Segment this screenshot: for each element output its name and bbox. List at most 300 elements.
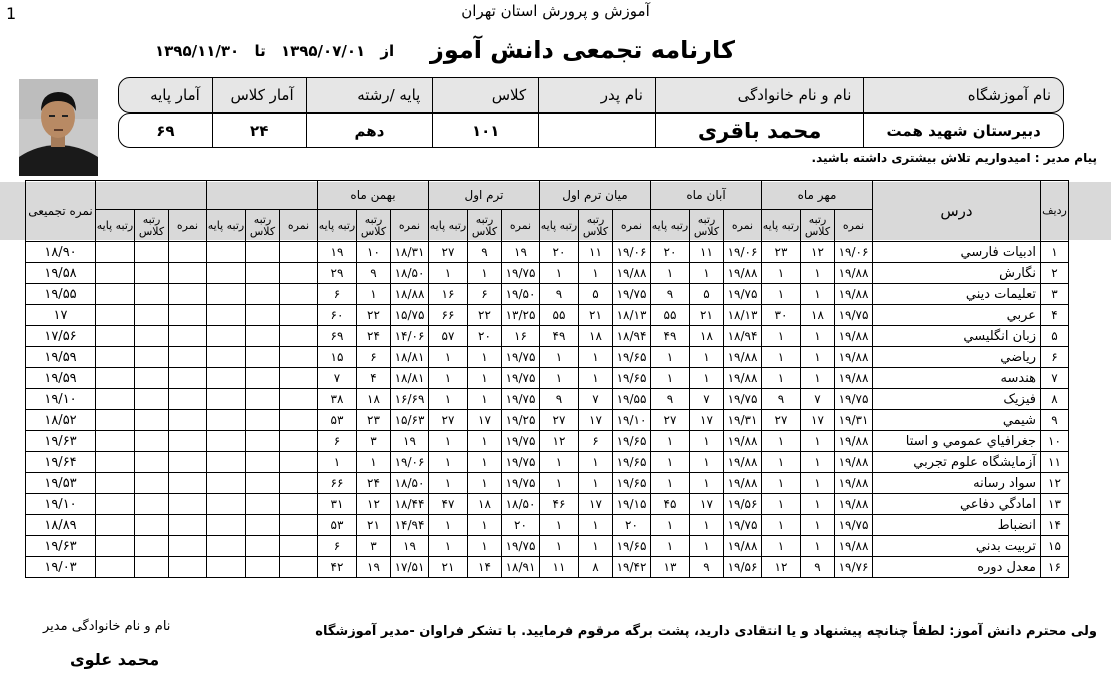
rank-cell	[246, 431, 280, 452]
rank-cell: ۱۷	[690, 494, 724, 515]
rank-cell: ۱	[762, 536, 801, 557]
table-row	[26, 515, 1069, 536]
rank-cell: ۱	[762, 368, 801, 389]
row-number: ۱۴	[1041, 515, 1069, 536]
student-name-value: محمد باقری	[655, 114, 864, 147]
rank-cell: ۲۳	[762, 242, 801, 263]
grade-cell: ۱۹/۳۱	[835, 410, 873, 431]
rank-cell	[135, 431, 169, 452]
rank-cell	[246, 557, 280, 578]
rank-cell: ۱	[651, 536, 690, 557]
grade-cell: ۱۹/۶۵	[613, 347, 651, 368]
rank-cell: ۹	[540, 389, 579, 410]
rank-cell: ۵۳	[318, 410, 357, 431]
grade-cell: ۱۹/۶۵	[613, 431, 651, 452]
rank-cell	[135, 263, 169, 284]
rank-cell: ۴	[357, 368, 391, 389]
rank-cell: ۱	[801, 515, 835, 536]
rank-cell: ۱	[579, 515, 613, 536]
row-number: ۷	[1041, 368, 1069, 389]
period-header: مهر ماه	[762, 181, 873, 210]
row-number: ۸	[1041, 389, 1069, 410]
period-header: ترم اول	[429, 181, 540, 210]
rank-cell: ۱	[801, 452, 835, 473]
grades-table-wrap	[25, 180, 1069, 578]
table-row	[26, 452, 1069, 473]
row-number: ۵	[1041, 326, 1069, 347]
sub-header: رتبه پایه	[540, 210, 579, 242]
grade-cell: ۱۸/۱۳	[724, 305, 762, 326]
rank-cell: ۱	[429, 368, 468, 389]
grade-cell	[169, 305, 207, 326]
grade-cell: ۱۹/۸۸	[835, 494, 873, 515]
grade-cell: ۱۹/۸۸	[835, 431, 873, 452]
grade-cell	[280, 473, 318, 494]
rank-cell: ۶۶	[429, 305, 468, 326]
rank-cell: ۱	[651, 515, 690, 536]
rank-cell: ۷	[801, 389, 835, 410]
grade-cell	[280, 347, 318, 368]
rank-cell: ۲۷	[429, 410, 468, 431]
rank-cell	[207, 536, 246, 557]
grade-cell: ۱۹/۸۸	[835, 263, 873, 284]
grade-cell	[169, 515, 207, 536]
rank-cell	[246, 536, 280, 557]
rank-cell: ۱	[540, 368, 579, 389]
rank-cell: ۳۰	[762, 305, 801, 326]
rank-cell	[246, 347, 280, 368]
grade-cell: ۲۰	[502, 515, 540, 536]
grade-stats-value: ۶۹	[156, 121, 175, 140]
row-number: ۲	[1041, 263, 1069, 284]
rank-cell	[96, 431, 135, 452]
rank-cell	[135, 515, 169, 536]
rank-cell: ۱	[429, 473, 468, 494]
rank-cell: ۲۳	[357, 410, 391, 431]
table-row	[26, 410, 1069, 431]
total-grade: ۱۹/۶۴	[26, 452, 96, 473]
rank-cell: ۱	[651, 263, 690, 284]
rank-cell: ۱۸	[579, 326, 613, 347]
manager-label: نام و نام خانوادگی مدیر	[43, 619, 171, 634]
rank-cell	[96, 284, 135, 305]
rank-cell: ۱۰	[357, 242, 391, 263]
sub-header: نمره	[502, 210, 540, 242]
grade-cell	[280, 515, 318, 536]
rank-cell: ۱۴	[468, 557, 502, 578]
rank-cell: ۱	[540, 263, 579, 284]
rank-cell	[207, 410, 246, 431]
rank-cell: ۱	[801, 536, 835, 557]
table-row	[26, 536, 1069, 557]
rank-cell: ۱	[357, 284, 391, 305]
grade-cell: ۱۹/۳۱	[724, 410, 762, 431]
grade-cell	[280, 431, 318, 452]
grade-cell: ۱۹/۷۵	[724, 389, 762, 410]
grade-cell: ۱۸/۹۱	[502, 557, 540, 578]
sub-header: نمره	[613, 210, 651, 242]
rank-cell	[135, 494, 169, 515]
rank-cell	[246, 305, 280, 326]
grade-cell: ۱۹/۷۵	[502, 536, 540, 557]
grade-cell: ۱۹	[391, 536, 429, 557]
grade-cell: ۱۴/۰۶	[391, 326, 429, 347]
subject-name: جغرافياي عمومي و استا	[873, 431, 1041, 452]
grade-cell: ۱۹/۸۸	[724, 473, 762, 494]
rank-cell: ۶	[579, 431, 613, 452]
grade-cell: ۱۸/۸۱	[391, 368, 429, 389]
rank-cell	[135, 536, 169, 557]
rank-cell	[135, 368, 169, 389]
rank-cell: ۲۷	[762, 410, 801, 431]
rank-cell	[246, 494, 280, 515]
rank-cell: ۱	[429, 389, 468, 410]
rank-cell: ۵۵	[540, 305, 579, 326]
grade-cell: ۱۹/۷۵	[502, 368, 540, 389]
grade-cell	[280, 410, 318, 431]
grade-cell: ۲۰	[613, 515, 651, 536]
class-value: ۱۰۱	[432, 114, 538, 147]
grade-stats-label: آمار پایه	[150, 86, 200, 104]
rank-cell: ۲۰	[540, 242, 579, 263]
rank-cell: ۱۳	[651, 557, 690, 578]
rank-cell	[96, 473, 135, 494]
rank-cell	[207, 557, 246, 578]
rank-cell: ۱	[762, 431, 801, 452]
rank-cell: ۱۲	[762, 557, 801, 578]
rank-cell: ۱	[762, 515, 801, 536]
grade-cell: ۱۹/۸۸	[835, 284, 873, 305]
rank-cell: ۱	[468, 431, 502, 452]
table-row	[26, 557, 1069, 578]
subject-name: تربيت بدني	[873, 536, 1041, 557]
rank-cell: ۱۸	[801, 305, 835, 326]
grade-cell: ۱۹/۶۵	[613, 368, 651, 389]
rank-cell: ۱	[540, 452, 579, 473]
rank-cell	[207, 431, 246, 452]
rank-cell: ۱۲	[801, 242, 835, 263]
rank-cell: ۱۱	[690, 242, 724, 263]
to-label: تا	[254, 42, 266, 60]
grade-cell: ۱۹/۶۵	[613, 452, 651, 473]
rank-cell: ۱۱	[540, 557, 579, 578]
manager-name: محمد علوی	[70, 650, 160, 669]
table-row	[26, 494, 1069, 515]
rank-cell: ۲۱	[357, 515, 391, 536]
rank-cell: ۱۷	[579, 494, 613, 515]
rank-cell: ۱	[429, 536, 468, 557]
grade-cell: ۱۹/۰۶	[724, 242, 762, 263]
rank-cell: ۶۶	[318, 473, 357, 494]
rank-cell	[96, 263, 135, 284]
total-grade: ۱۸/۹۰	[26, 242, 96, 263]
grade-cell	[280, 494, 318, 515]
rank-cell	[246, 368, 280, 389]
sub-header: رتبه پایه	[207, 210, 246, 242]
rank-cell: ۳	[357, 431, 391, 452]
rank-cell: ۱	[690, 368, 724, 389]
grade-cell: ۱۹/۷۵	[502, 263, 540, 284]
rank-cell: ۱	[690, 431, 724, 452]
rank-cell: ۵۵	[651, 305, 690, 326]
footer-note: ولی محترم دانش آموز: لطفاً چنانچه پیشنهاد و یا انتقادی دارید، پشت برگه مرقوم فرمایید. با تشکر فراوان -مدیر آموزشگاه	[315, 624, 1097, 639]
total-grade: ۱۹/۵۸	[26, 263, 96, 284]
rank-cell: ۶	[357, 347, 391, 368]
rank-cell: ۲۴	[357, 326, 391, 347]
rank-cell: ۱۸	[468, 494, 502, 515]
grade-cell: ۱۸/۵۰	[391, 263, 429, 284]
rank-cell: ۱	[540, 347, 579, 368]
rank-cell: ۱	[801, 263, 835, 284]
grade-cell: ۱۹/۸۸	[835, 473, 873, 494]
row-number: ۴	[1041, 305, 1069, 326]
rank-cell	[96, 452, 135, 473]
total-grade: ۱۹/۵۳	[26, 473, 96, 494]
grade-cell: ۱۹/۷۵	[724, 284, 762, 305]
rank-cell: ۹	[801, 557, 835, 578]
subject-name: سواد رسانه	[873, 473, 1041, 494]
rank-cell	[135, 410, 169, 431]
subject-name: نگارش	[873, 263, 1041, 284]
grade-cell	[169, 410, 207, 431]
subject-name: فیزیک	[873, 389, 1041, 410]
rank-cell	[96, 242, 135, 263]
grade-cell: ۱۹/۶۵	[613, 536, 651, 557]
class-stats-label: آمار کلاس	[212, 78, 306, 112]
rank-cell: ۹	[468, 242, 502, 263]
rank-cell: ۱	[690, 473, 724, 494]
rank-cell: ۷	[690, 389, 724, 410]
rank-cell	[135, 557, 169, 578]
rank-cell: ۱	[468, 347, 502, 368]
rank-cell	[96, 326, 135, 347]
total-grade: ۱۷/۵۶	[26, 326, 96, 347]
rank-cell: ۱	[468, 389, 502, 410]
rank-cell	[135, 389, 169, 410]
grade-cell: ۱۹/۷۵	[835, 515, 873, 536]
rank-cell: ۱	[468, 452, 502, 473]
subject-name: شيمي	[873, 410, 1041, 431]
date-range	[150, 42, 399, 60]
rank-cell	[135, 305, 169, 326]
rank-cell: ۳۸	[318, 389, 357, 410]
rank-cell: ۹	[690, 557, 724, 578]
sub-header: رتبه پایه	[429, 210, 468, 242]
grade-cell: ۱۹/۷۵	[613, 284, 651, 305]
sub-header: نمره	[280, 210, 318, 242]
grade-cell: ۱۹/۷۵	[835, 389, 873, 410]
organization-header: آموزش و پرورش استان تهران	[461, 2, 650, 20]
school-name-label: نام آموزشگاه	[863, 78, 1063, 112]
grade-cell: ۱۹/۸۸	[835, 536, 873, 557]
rank-cell: ۵۷	[429, 326, 468, 347]
grade-cell: ۱۹/۵۰	[502, 284, 540, 305]
page-number: 1	[6, 4, 17, 23]
row-number: ۶	[1041, 347, 1069, 368]
grade-cell	[280, 452, 318, 473]
to-date: ۱۳۹۵/۱۱/۳۰	[155, 42, 240, 60]
row-number-header: ردیف	[1041, 181, 1069, 242]
grade-cell	[169, 452, 207, 473]
subject-header: درس	[873, 181, 1041, 242]
grade-cell	[169, 473, 207, 494]
rank-cell: ۲۹	[318, 263, 357, 284]
rank-cell	[207, 326, 246, 347]
class-stats-value: ۲۴	[212, 114, 306, 147]
rank-cell: ۸	[579, 557, 613, 578]
row-number: ۱۰	[1041, 431, 1069, 452]
grade-cell: ۱۹/۸۸	[835, 347, 873, 368]
rank-cell: ۶	[468, 284, 502, 305]
grade-cell: ۱۹/۵۶	[724, 557, 762, 578]
subject-name: امادگي دفاعي	[873, 494, 1041, 515]
total-grade: ۱۹/۱۰	[26, 389, 96, 410]
rank-cell: ۳۱	[318, 494, 357, 515]
rank-cell: ۱	[651, 431, 690, 452]
sub-header: رتبه پایه	[651, 210, 690, 242]
rank-cell	[246, 389, 280, 410]
rank-cell: ۱۲	[540, 431, 579, 452]
rank-cell: ۱	[468, 515, 502, 536]
grade-cell: ۱۹/۷۵	[502, 347, 540, 368]
rank-cell: ۲۱	[690, 305, 724, 326]
rank-cell: ۷	[579, 389, 613, 410]
rank-cell: ۹	[762, 389, 801, 410]
rank-cell	[135, 284, 169, 305]
info-values-box	[118, 113, 1064, 148]
rank-cell: ۳	[357, 536, 391, 557]
rank-cell: ۱۷	[801, 410, 835, 431]
sub-header: رتبه پایه	[318, 210, 357, 242]
grade-cell	[169, 536, 207, 557]
rank-cell: ۱	[429, 263, 468, 284]
rank-cell: ۹	[357, 263, 391, 284]
grade-cell: ۱۹/۲۵	[502, 410, 540, 431]
rank-cell: ۴۲	[318, 557, 357, 578]
rank-cell: ۱۹	[318, 242, 357, 263]
rank-cell: ۶	[318, 536, 357, 557]
grade-cell: ۱۷/۵۱	[391, 557, 429, 578]
grade-cell: ۱۹/۷۵	[724, 515, 762, 536]
sub-header: رتبه کلاس	[246, 210, 280, 242]
grade-cell: ۱۹/۸۸	[835, 368, 873, 389]
rank-cell	[207, 368, 246, 389]
rank-cell: ۱	[801, 494, 835, 515]
rank-cell: ۲۱	[429, 557, 468, 578]
rank-cell: ۱	[540, 536, 579, 557]
rank-cell: ۶	[318, 431, 357, 452]
grade-cell	[280, 557, 318, 578]
rank-cell: ۲۰	[651, 242, 690, 263]
rank-cell	[246, 515, 280, 536]
grade-field-value: دهم	[306, 114, 433, 147]
rank-cell: ۱	[801, 284, 835, 305]
grade-cell	[169, 557, 207, 578]
table-row	[26, 263, 1069, 284]
rank-cell: ۱	[468, 263, 502, 284]
rank-cell	[207, 284, 246, 305]
grade-cell	[169, 242, 207, 263]
rank-cell: ۱	[468, 473, 502, 494]
rank-cell: ۱	[429, 452, 468, 473]
rank-cell: ۱	[651, 473, 690, 494]
rank-cell: ۶۰	[318, 305, 357, 326]
rank-cell: ۱	[540, 515, 579, 536]
row-number: ۱۵	[1041, 536, 1069, 557]
rank-cell	[207, 242, 246, 263]
subject-name: انضباط	[873, 515, 1041, 536]
table-row	[26, 473, 1069, 494]
subject-name: تعلیمات ديني	[873, 284, 1041, 305]
grade-cell	[169, 389, 207, 410]
rank-cell	[96, 536, 135, 557]
rank-cell: ۵۳	[318, 515, 357, 536]
total-grade: ۱۹/۶۳	[26, 431, 96, 452]
rank-cell: ۴۹	[540, 326, 579, 347]
rank-cell: ۱	[579, 452, 613, 473]
table-row	[26, 368, 1069, 389]
rank-cell	[207, 473, 246, 494]
grade-cell	[280, 284, 318, 305]
total-grade: ۱۸/۸۹	[26, 515, 96, 536]
rank-cell: ۱	[579, 347, 613, 368]
sub-header: رتبه کلاس	[690, 210, 724, 242]
rank-cell: ۲۲	[357, 305, 391, 326]
rank-cell: ۲۷	[540, 410, 579, 431]
father-name-value	[538, 114, 655, 147]
rank-cell: ۱۷	[690, 410, 724, 431]
grade-cell: ۱۸/۹۴	[613, 326, 651, 347]
rank-cell	[246, 284, 280, 305]
subject-name: آزمايشگاه علوم تجربي	[873, 452, 1041, 473]
subject-name: ادبیات فارسي	[873, 242, 1041, 263]
grade-cell: ۱۹	[502, 242, 540, 263]
table-row	[26, 347, 1069, 368]
total-grade: ۱۹/۵۹	[26, 347, 96, 368]
table-row	[26, 284, 1069, 305]
rank-cell: ۱	[318, 452, 357, 473]
grade-cell: ۱۸/۸۱	[391, 347, 429, 368]
rank-cell	[207, 452, 246, 473]
rank-cell: ۱	[801, 347, 835, 368]
rank-cell: ۴۷	[429, 494, 468, 515]
grade-cell: ۱۶	[502, 326, 540, 347]
rank-cell	[246, 263, 280, 284]
rank-cell	[96, 368, 135, 389]
rank-cell: ۱۲	[357, 494, 391, 515]
rank-cell: ۱	[429, 347, 468, 368]
grade-cell: ۱۹/۸۸	[835, 452, 873, 473]
grade-cell: ۱۹/۸۸	[724, 431, 762, 452]
grade-cell: ۱۹/۷۶	[835, 557, 873, 578]
grade-cell: ۱۸/۸۸	[391, 284, 429, 305]
row-number: ۹	[1041, 410, 1069, 431]
rank-cell: ۲۱	[579, 305, 613, 326]
total-header: نمره تجمیعی	[26, 181, 96, 242]
grade-cell	[169, 326, 207, 347]
grade-cell: ۱۹/۸۸	[724, 368, 762, 389]
grade-cell: ۱۹/۱۵	[613, 494, 651, 515]
sub-header: رتبه کلاس	[135, 210, 169, 242]
rank-cell: ۹	[651, 389, 690, 410]
rank-cell: ۱۸	[690, 326, 724, 347]
grade-cell: ۱۸/۹۴	[724, 326, 762, 347]
rank-cell: ۲۷	[651, 410, 690, 431]
row-number: ۱	[1041, 242, 1069, 263]
total-grade: ۱۹/۵۹	[26, 368, 96, 389]
grade-cell	[280, 305, 318, 326]
sub-header: نمره	[835, 210, 873, 242]
